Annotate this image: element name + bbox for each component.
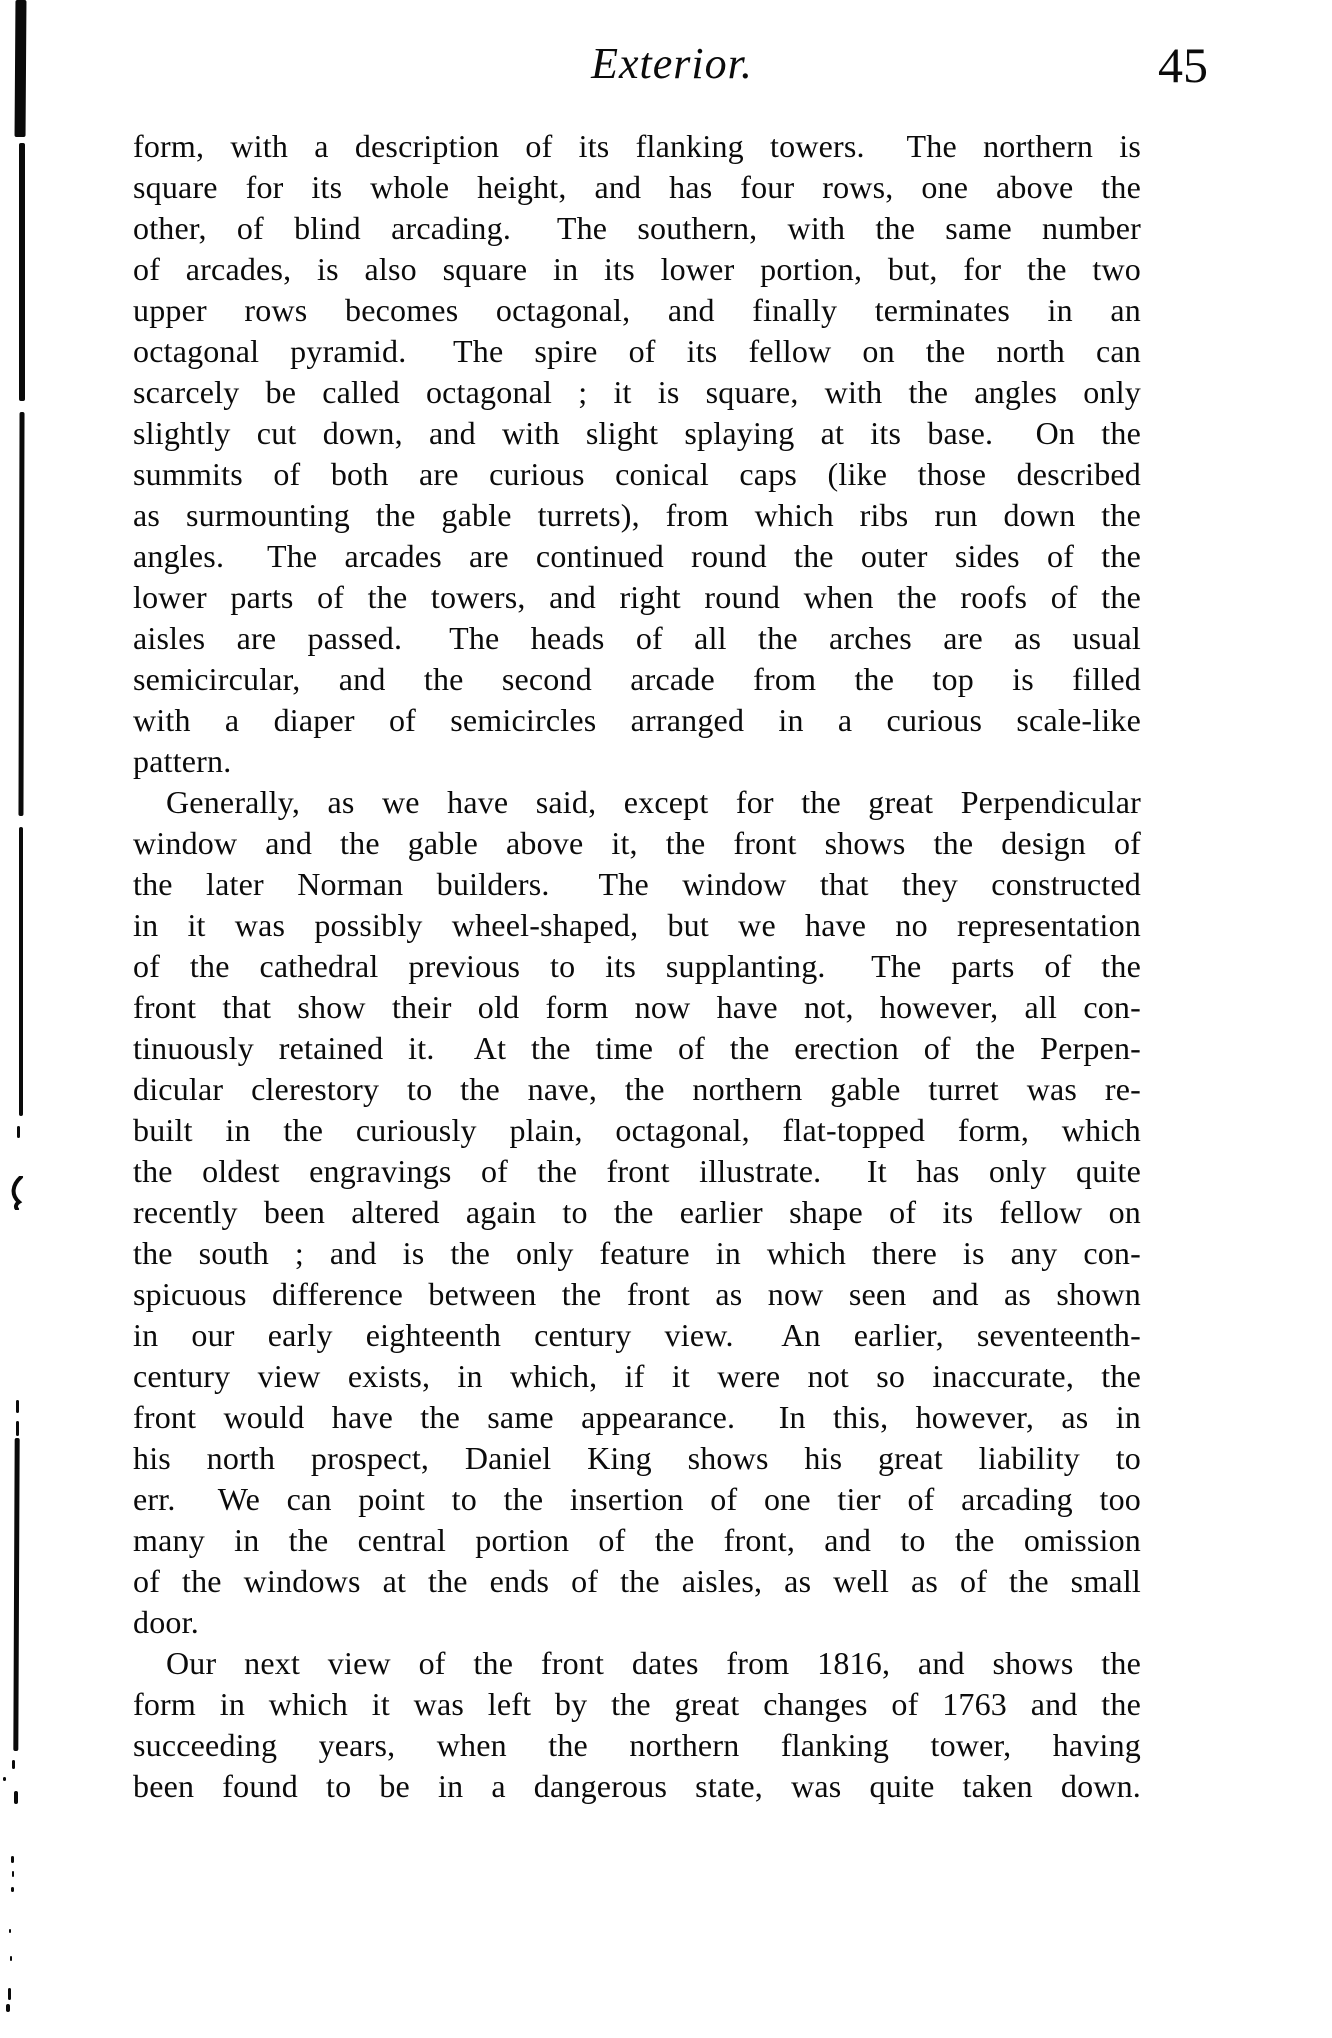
text-line: as surmounting the gable turrets), from which ribs run down the xyxy=(133,497,1141,533)
scan-artifact-hook xyxy=(8,1176,26,1210)
text-line: pattern. xyxy=(133,743,232,779)
text-line: summits of both are curious conical caps (like those described xyxy=(133,456,1141,492)
scan-artifact xyxy=(8,1988,11,2000)
text-line: form, with a description of its flanking towers. The northern is xyxy=(133,128,1141,164)
text-line: front that show their old form now have not, however, all con- xyxy=(133,989,1141,1025)
text-line: many in the central portion of the front, and to the omission xyxy=(133,1522,1141,1558)
text-line: semicircular, and the second arcade from the top is filled xyxy=(133,661,1141,697)
text-line: in it was possibly wheel-shaped, but we have no representation xyxy=(133,907,1141,943)
scan-artifact xyxy=(16,1421,19,1436)
text-line: of arcades, is also square in its lower portion, but, for the two xyxy=(133,251,1141,287)
scan-artifact xyxy=(10,1956,12,1961)
scan-artifact xyxy=(19,143,25,401)
text-line: the later Norman builders. The window that they constructed xyxy=(133,866,1141,902)
text-line: the oldest engravings of the front illustrate. It has only quite xyxy=(133,1153,1141,1189)
text-line: other, of blind arcading. The southern, with the same number xyxy=(133,210,1141,246)
scan-artifact xyxy=(17,1126,20,1138)
scan-artifact xyxy=(13,1438,19,1751)
text-line: aisles are passed. The heads of all the arches are as usual xyxy=(133,620,1141,656)
text-line: front would have the same appearance. In this, however, as in xyxy=(133,1399,1141,1435)
text-line: angles. The arcades are continued round the outer sides of the xyxy=(133,538,1141,574)
text-line: upper rows becomes octagonal, and finally terminates in an xyxy=(133,292,1141,328)
text-line: slightly cut down, and with slight splaying at its base. On the xyxy=(133,415,1141,451)
text-line: with a diaper of semicircles arranged in a curious scale-like xyxy=(133,702,1141,738)
scan-artifact xyxy=(11,1887,14,1892)
text-line: lower parts of the towers, and right round when the roofs of the xyxy=(133,579,1141,615)
text-line: octagonal pyramid. The spire of its fellow on the north can xyxy=(133,333,1141,369)
scan-artifact xyxy=(9,1929,11,1933)
text-line: form in which it was left by the great changes of 1763 and the xyxy=(133,1686,1141,1722)
text-line: century view exists, in which, if it were not so inaccurate, the xyxy=(133,1358,1141,1394)
scan-artifact xyxy=(16,1400,19,1413)
scan-artifact xyxy=(11,1856,14,1863)
text-line: succeeding years, when the northern flanking tower, having xyxy=(133,1727,1141,1763)
text-line: his north prospect, Daniel King shows his great liability to xyxy=(133,1440,1141,1476)
scan-artifact xyxy=(12,1871,14,1877)
text-line: the south ; and is the only feature in which there is any con- xyxy=(133,1235,1141,1271)
text-line: built in the curiously plain, octagonal, flat-topped form, which xyxy=(133,1112,1141,1148)
running-title: Exterior. xyxy=(591,39,753,88)
scan-artifact xyxy=(6,2004,10,2012)
text-line: window and the gable above it, the front shows the design of xyxy=(133,825,1141,861)
text-line: recently been altered again to the earlier shape of its fellow on xyxy=(133,1194,1141,1230)
text-line: scarcely be called octagonal ; it is square, with the angles only xyxy=(133,374,1141,410)
text-line: door. xyxy=(133,1604,199,1640)
scan-artifact xyxy=(3,1777,6,1781)
text-line: tinuously retained it. At the time of the erection of the Perpen- xyxy=(133,1030,1141,1066)
text-block xyxy=(133,126,1141,1807)
text-line: been found to be in a dangerous state, was quite taken down. xyxy=(133,1768,1141,1804)
text-line: dicular clerestory to the nave, the northern gable turret was re- xyxy=(133,1071,1141,1107)
scan-artifact xyxy=(12,1760,15,1769)
scan-artifact xyxy=(18,412,24,816)
text-line: spicuous difference between the front as now seen and as shown xyxy=(133,1276,1141,1312)
text-line: in our early eighteenth century view. An earlier, seventeenth- xyxy=(133,1317,1141,1353)
text-line: of the cathedral previous to its supplanting. The parts of the xyxy=(133,948,1141,984)
text-line: Generally, as we have said, except for the great Perpendicular xyxy=(166,784,1141,820)
page-number: 45 xyxy=(1158,37,1208,93)
text-line: err. We can point to the insertion of one tier of arcading too xyxy=(133,1481,1141,1517)
scan-artifact xyxy=(19,827,23,1116)
text-line: square for its whole height, and has four rows, one above the xyxy=(133,169,1141,205)
text-line: Our next view of the front dates from 1816, and shows the xyxy=(166,1645,1141,1681)
text-line: of the windows at the ends of the aisles, as well as of the small xyxy=(133,1563,1141,1599)
scan-artifact xyxy=(14,1791,18,1804)
